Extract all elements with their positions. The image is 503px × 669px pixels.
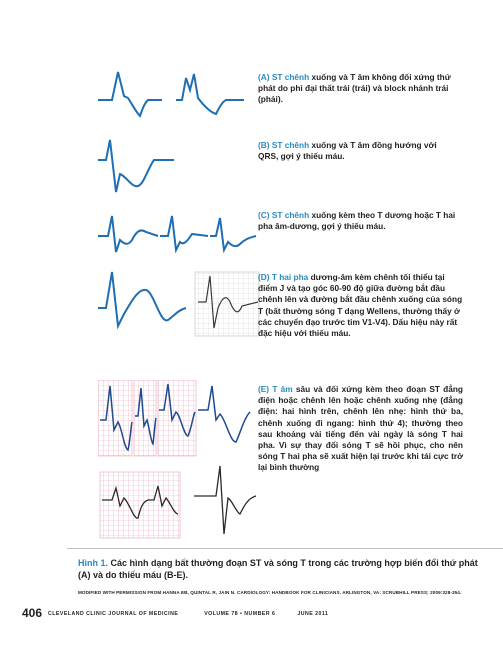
divider (67, 548, 503, 549)
caption-label: (A) (258, 72, 270, 82)
ecg-trace (160, 216, 208, 250)
figure-caption (78, 558, 478, 581)
ecg-panel-d (98, 268, 263, 340)
ecg-trace (98, 140, 174, 192)
caption-b (258, 140, 456, 162)
page-footer (22, 606, 328, 620)
ecg-trace (98, 72, 162, 116)
caption-label: (E) (258, 384, 270, 394)
caption-e (258, 384, 463, 474)
caption-lead: T âm (272, 384, 293, 394)
caption-text: xuống và T âm đồng hướng với QRS, gợi ý thiếu máu. (258, 140, 437, 162)
ecg-grid-paper (158, 380, 196, 456)
ecg-panel-c (98, 210, 258, 262)
ecg-trace (98, 272, 186, 326)
caption-text: sâu và đối xứng kèm theo đoạn ST đẳng điện hoặc chênh lên hoặc chênh xuống nhẹ (đẳng điện: hai hình trên, chênh lên nhẹ: hình thứ ba, chênh xuống đi ngang: hình thứ 4); thường theo sau khoảng vài tiếng đến vài ngày là sóng T hai pha. Vì sự thay đổi sóng T sẽ hồi phục, cho nên sóng T hai pha sẽ xuất hiện lại trước khi tái cực trở lại bình thường (258, 384, 463, 473)
ecg-grid-paper (98, 380, 132, 456)
caption-label: (C) (258, 210, 270, 220)
ecg-panel-a (98, 68, 248, 120)
caption-a (258, 72, 456, 106)
figure-caption-text: Các hình dạng bất thường đoạn ST và sóng T trong các trường hợp biến đổi thứ phát (A) và do thiếu máu (B-E). (78, 558, 478, 580)
ecg-grid-paper (100, 472, 180, 538)
caption-c (258, 210, 463, 232)
caption-label: (D) (258, 272, 270, 282)
journal-name: CLEVELAND CLINIC JOURNAL OF MEDICINE (47, 611, 179, 617)
caption-label: (B) (258, 140, 270, 150)
caption-text: xuống kèm theo T dương hoặc T hai pha âm-dương, gợi ý thiếu máu. (258, 210, 456, 232)
ecg-trace (210, 218, 256, 250)
ecg-trace (198, 386, 250, 442)
ecg-panel-e (98, 380, 258, 542)
ecg-trace (176, 74, 244, 114)
caption-d (258, 272, 463, 339)
caption-lead: ST chênh (271, 72, 310, 82)
issue-date: JUNE 2011 (297, 611, 329, 617)
figure-source: MODIFIED WITH PERMISSION FROM HANNA EB, QUINTAL R, JAIN N. CARDIOLOGY: HANDBOOK FOR CLINICIANS. ARLINGTON, VA: SCRUBHILL PRESS; 2009:328-354. (78, 590, 462, 595)
caption-text: dương-âm kèm chênh tối thiểu tại điểm J và tạo góc 60-90 độ giữa đường bắt đầu chênh lên và đường bắt đầu chênh xuống của sóng T (bất thường sóng T dạng Wellens, thường thấy ở các chuyển đạo trước tim V1-V4). Dấu hiệu này rất đặc hiệu với thiếu máu. (258, 272, 463, 339)
ecg-trace (194, 466, 256, 534)
caption-lead: ST chênh (271, 210, 310, 220)
figure-label: Hình 1. (78, 558, 109, 568)
caption-lead: ST chênh (271, 140, 310, 150)
volume-number: VOLUME 78 • NUMBER 6 (204, 611, 276, 617)
page-number: 406 (22, 606, 43, 620)
caption-lead: T hai pha (271, 272, 309, 282)
ecg-panel-b (98, 136, 178, 196)
ecg-trace (98, 216, 158, 252)
caption-text: xuống và T âm không đối xứng thứ phát do phì đại thất trái (trái) và block nhánh trái (phải). (258, 72, 451, 105)
